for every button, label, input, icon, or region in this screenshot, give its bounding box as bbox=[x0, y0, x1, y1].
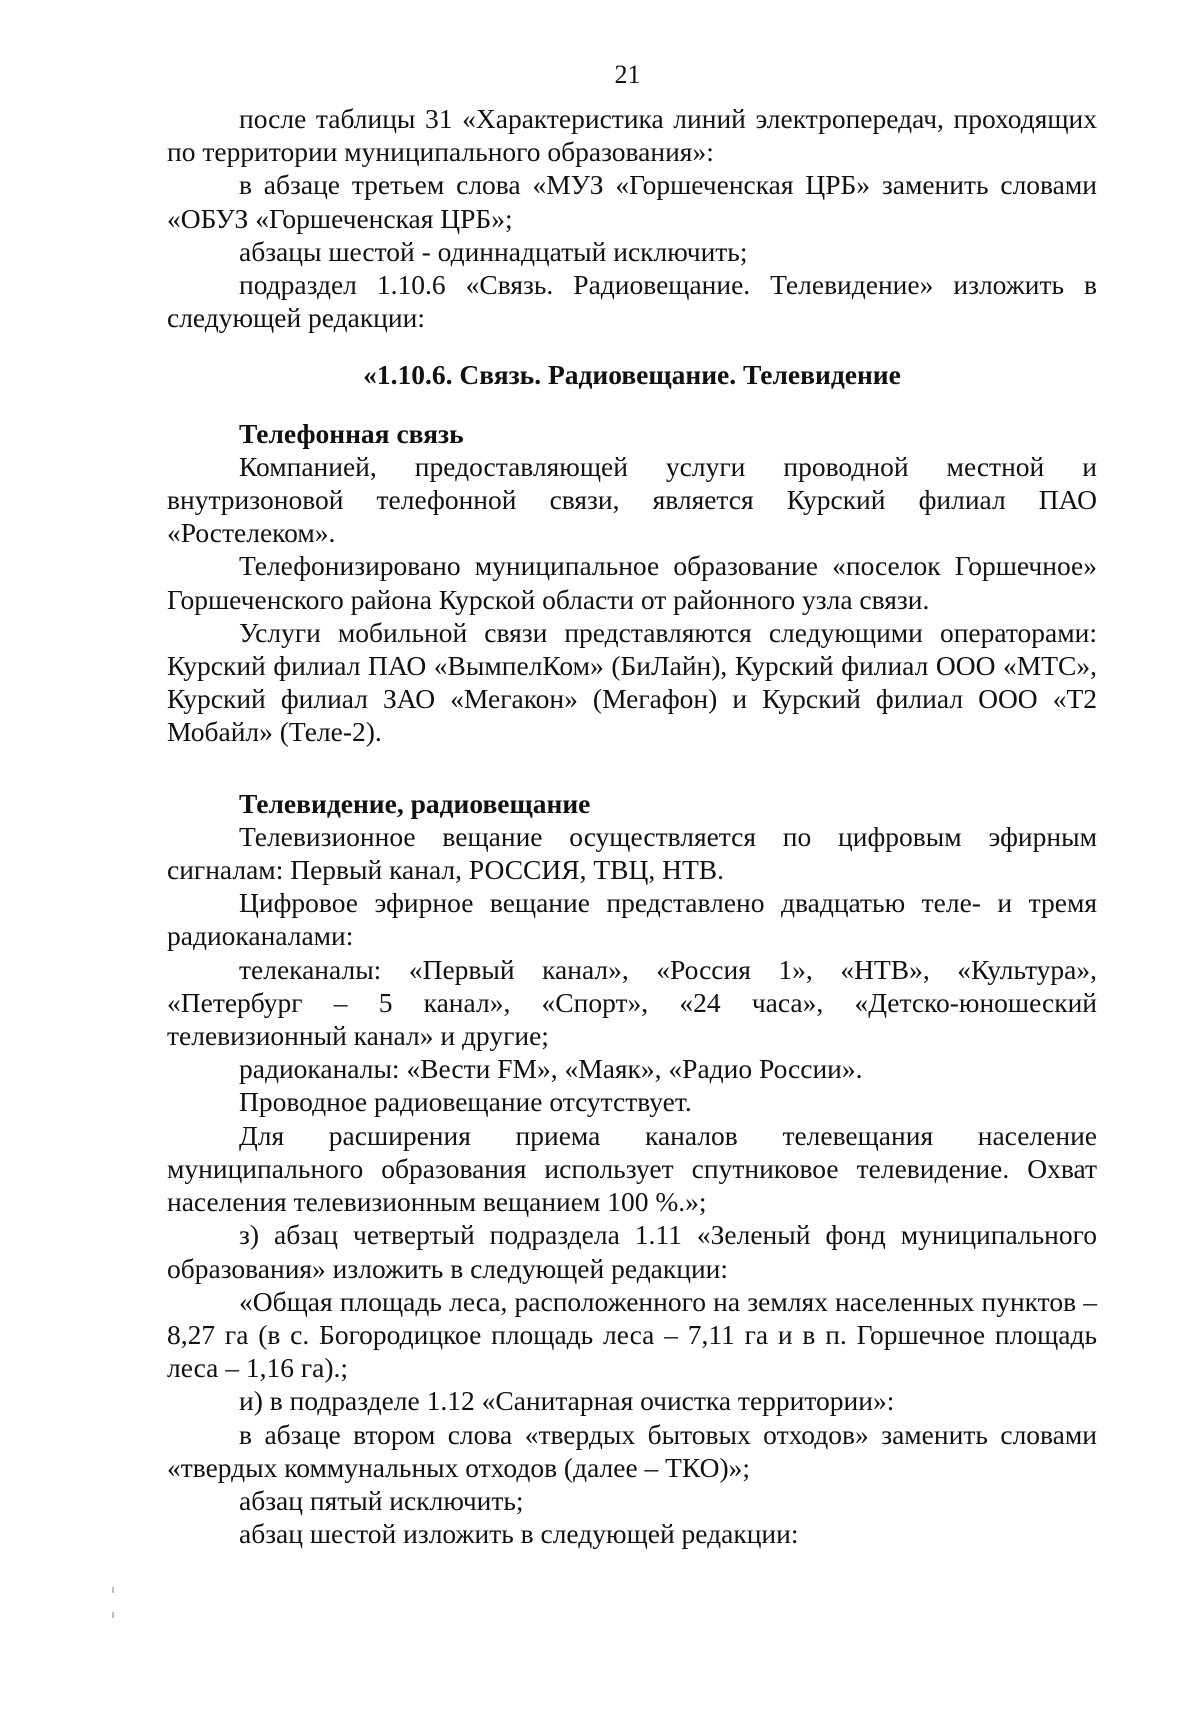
paragraph-green-fund: з) абзац четвертый подраздела 1.11 «Зеленый фонд муниципального образования» изложить в следующей редакции: bbox=[167, 1219, 1097, 1284]
scan-margin-mark bbox=[112, 1612, 114, 1618]
paragraph-tv-channels: телеканалы: «Первый канал», «Россия 1», «НТВ», «Культура», «Петербург – 5 канал», «Спорт», «24 часа», «Детско-юношеский телевизионный канал» и другие; bbox=[167, 953, 1097, 1052]
telephone-heading: Телефонная связь bbox=[239, 417, 464, 449]
paragraph-mobile-operators: Услуги мобильной связи представляются следующими операторами: Курский филиал ПАО «ВымпелКом» (БиЛайн), Курский филиал ООО «МТС», Курский филиал ЗАО «Мегакон» (Мегафон) и Курский филиал ООО «Т2 Мобайл» (Теле-2). bbox=[167, 616, 1097, 748]
paragraph-replace-waste-words: в абзаце втором слова «твердых бытовых отходов» заменить словами «твердых коммунальных отходов (далее – ТКО)»; bbox=[167, 1418, 1097, 1483]
paragraph-forest-area: «Общая площадь леса, расположенного на землях населенных пунктов – 8,27 га (в с. Богородицкое площадь леса – 7,11 га и в п. Горшечное площадь леса – 1,16 га).; bbox=[167, 1285, 1097, 1384]
paragraph-after-table-31: после таблицы 31 «Характеристика линий электропередач, проходящих по территории муниципального образования»: bbox=[167, 103, 1097, 168]
scan-margin-mark bbox=[112, 1587, 114, 1593]
paragraph-rostelecom: Компанией, предоставляющей услуги проводной местной и внутризоновой телефонной связи, является Курский филиал ПАО «Ростелеком». bbox=[167, 450, 1097, 549]
document-body bbox=[167, 102, 1097, 1550]
paragraph-exclude-6-11: абзацы шестой - одиннадцатый исключить; bbox=[239, 235, 748, 267]
paragraph-replace-muz: в абзаце третьем слова «МУЗ «Горшеченская ЦРБ» заменить словами «ОБУЗ «Горшеченская ЦРБ»; bbox=[167, 169, 1097, 234]
paragraph-radio-channels: радиоканалы: «Вести FM», «Маяк», «Радио России». bbox=[239, 1053, 863, 1085]
paragraph-digital-broadcasting: Цифровое эфирное вещание представлено двадцатью теле- и тремя радиоканалами: bbox=[167, 887, 1097, 952]
paragraph-sixth-new-edition: абзац шестой изложить в следующей редакции: bbox=[239, 1518, 799, 1550]
paragraph-sanitary-cleaning: и) в подразделе 1.12 «Санитарная очистка территории»: bbox=[239, 1385, 895, 1417]
paragraph-satellite-tv: Для расширения приема каналов телевещания население муниципального образования использует спутниковое телевидение. Охват населения телевизионным вещанием 100 %.»; bbox=[167, 1119, 1097, 1218]
paragraph-telephonization: Телефонизировано муниципальное образование «поселок Горшечное» Горшеченского района Курской области от районного узла связи. bbox=[167, 550, 1097, 615]
paragraph-subsection-1-10-6: подраздел 1.10.6 «Связь. Радиовещание. Телевидение» изложить в следующей редакции: bbox=[167, 269, 1097, 334]
paragraph-wired-radio: Проводное радиовещание отсутствует. bbox=[239, 1086, 692, 1118]
section-title: «1.10.6. Связь. Радиовещание. Телевидение bbox=[363, 359, 901, 391]
page-number: 21 bbox=[614, 60, 641, 89]
tv-radio-heading: Телевидение, радиовещание bbox=[239, 787, 591, 819]
paragraph-exclude-fifth: абзац пятый исключить; bbox=[239, 1484, 524, 1516]
paragraph-tv-broadcasting: Телевизионное вещание осуществляется по цифровым эфирным сигналам: Первый канал, РОССИЯ, ТВЦ, НТВ. bbox=[167, 820, 1097, 886]
